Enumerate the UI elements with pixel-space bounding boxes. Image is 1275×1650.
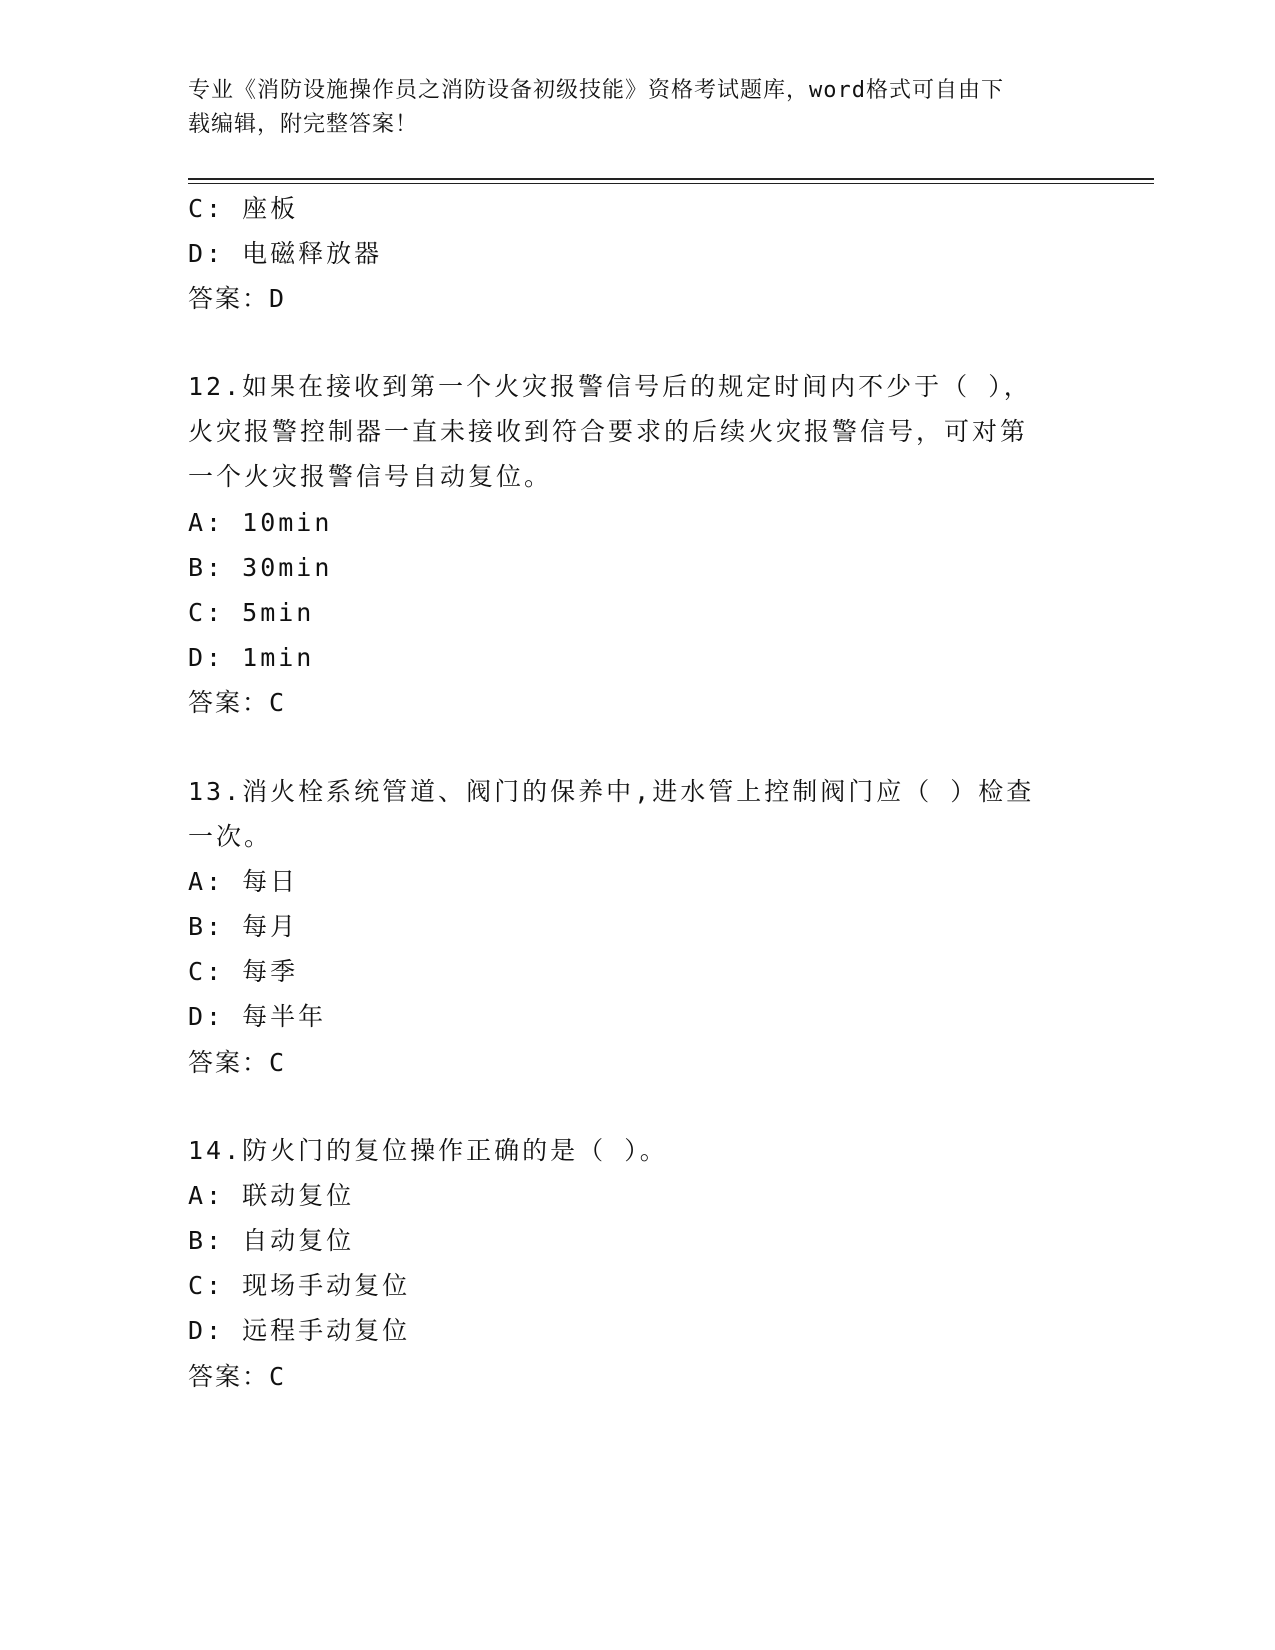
header-rule-thick	[188, 178, 1154, 180]
header-line-1: 专业《消防设施操作员之消防设备初级技能》资格考试题库，word格式可自由下	[188, 78, 1004, 103]
q12-option-d: D: 1min	[188, 643, 315, 672]
q14-option-d: D: 远程手动复位	[188, 1316, 411, 1345]
header-rule-thin	[188, 183, 1154, 184]
q13-option-d: D: 每半年	[188, 1002, 327, 1031]
prev-option-c: C: 座板	[188, 194, 299, 223]
q12-option-c: C: 5min	[188, 598, 315, 627]
prev-answer: 答案：D	[188, 284, 287, 313]
q13-answer: 答案：C	[188, 1048, 287, 1077]
header-line-2: 载编辑，附完整答案！	[188, 112, 419, 137]
q12-option-a: A: 10min	[188, 508, 333, 537]
q14-answer: 答案：C	[188, 1362, 287, 1391]
q12-stem-line-2: 火灾报警控制器一直未接收到符合要求的后续火灾报警信号，可对第	[188, 417, 1029, 446]
q13-stem-line-2: 一次。	[188, 822, 273, 851]
q14-option-c: C: 现场手动复位	[188, 1271, 411, 1300]
q13-option-b: B: 每月	[188, 912, 299, 941]
q13-stem-line-1: 13.消火栓系统管道、阀门的保养中,进水管上控制阀门应（ ）检查	[188, 777, 1035, 806]
q14-stem-line-1: 14.防火门的复位操作正确的是（ ）。	[188, 1136, 668, 1165]
q12-answer: 答案：C	[188, 688, 287, 717]
q13-option-c: C: 每季	[188, 957, 299, 986]
prev-option-d: D: 电磁释放器	[188, 239, 383, 268]
q14-option-a: A: 联动复位	[188, 1181, 355, 1210]
q12-option-b: B: 30min	[188, 553, 333, 582]
q12-stem-line-3: 一个火灾报警信号自动复位。	[188, 462, 553, 491]
q14-option-b: B: 自动复位	[188, 1226, 355, 1255]
q13-option-a: A: 每日	[188, 867, 299, 896]
document-header	[188, 74, 1068, 142]
q12-stem-line-1: 12.如果在接收到第一个火灾报警信号后的规定时间内不少于（ ），	[188, 372, 1032, 401]
